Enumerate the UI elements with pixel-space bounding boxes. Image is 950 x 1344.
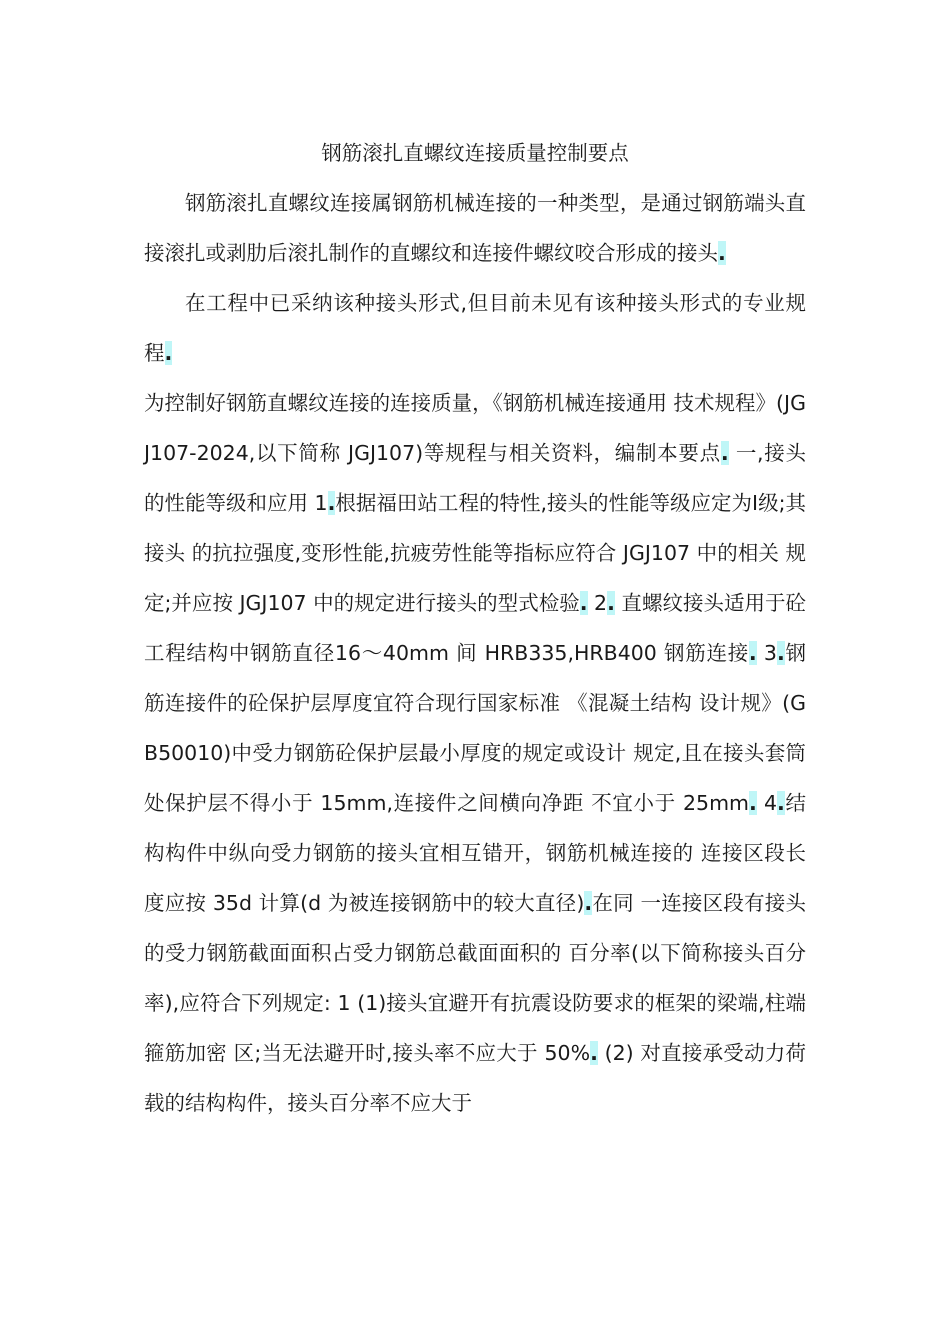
highlighted-period: . (164, 341, 173, 365)
text-run: 钢筋连接件的砼保护层厚度宜符合现行国家标准 《混凝土结构 设计规》(GB50010)中受力钢筋砼保护层最小厚度的规定或设计 规定,且在接头套筒处保护层不得小于 15mm,连接件之间横向净距 不宜小于 25mm (144, 641, 806, 815)
text-run: 在工程中已采纳该种接头形式,但目前未见有该种接头形式的专业规程 (144, 291, 806, 365)
text-run: 3 (756, 641, 777, 665)
text-run: 直螺纹接头适用于砼工程结构中钢筋直径16～40mm 间 HRB335,HRB400 钢筋连接 (144, 591, 807, 665)
paragraph-adoption (144, 278, 806, 378)
document-page (144, 128, 806, 1128)
text-run: 结构构件中纵向受力钢筋的接头宜相互错开，钢筋机械连接的 连接区段长度应按 35d 计算(d 为被连接钢筋中的较大直径) (144, 791, 806, 915)
highlighted-period: . (720, 441, 729, 465)
text-run: 钢筋滚扎直螺纹连接属钢筋机械连接的一种类型，是通过钢筋端头直接滚扎或剥肋后滚扎制作的直螺纹和连接件螺纹咬合形成的接头 (144, 191, 806, 265)
highlighted-period: . (718, 241, 726, 265)
highlighted-period: . (749, 791, 757, 815)
document-title: 钢筋滚扎直螺纹连接质量控制要点 (321, 141, 629, 165)
highlighted-period: . (579, 591, 588, 615)
highlighted-period: . (748, 641, 757, 665)
highlighted-period: . (584, 891, 593, 915)
highlighted-period: . (777, 791, 785, 815)
text-run: (2) 对直接承受动力荷载的结构构件，接头百分率不应大于 (144, 1041, 806, 1115)
text-run: 一,接头的性能等级和应用 1 (144, 441, 806, 515)
text-run: 在同 一连接区段有接头的受力钢筋截面面积占受力钢筋总截面面积的 百分率(以下简称接头百分率),应符合下列规定: 1 (1)接头宜避开有抗震设防要求的框架的梁端,柱端箍筋加密 区;当无法避开时,接头率不应大于 50% (144, 891, 806, 1065)
text-run: 为控制好钢筋直螺纹连接的连接质量，《钢筋机械连接通用 技术规程》(JGJ107-2024,以下简称 JGJ107)等规程与相关资料，编制本要点 (144, 391, 806, 465)
text-run: 根据福田站工程的特性,接头的性能等级应定为Ⅰ级;其接头 的抗拉强度,变形性能,抗疲劳性能等指标应符合 JGJ107 中的相关 规定;并应按 JGJ107 中的规定进行接头的型式检验 (144, 491, 807, 615)
highlighted-period: . (327, 491, 336, 515)
paragraph-intro (144, 178, 806, 278)
paragraph-main (144, 378, 806, 1128)
text-run: 4 (756, 791, 778, 815)
text-run: 2 (587, 591, 608, 615)
highlighted-period: . (607, 591, 615, 615)
highlighted-period: . (776, 641, 785, 665)
highlighted-period: . (590, 1041, 598, 1065)
